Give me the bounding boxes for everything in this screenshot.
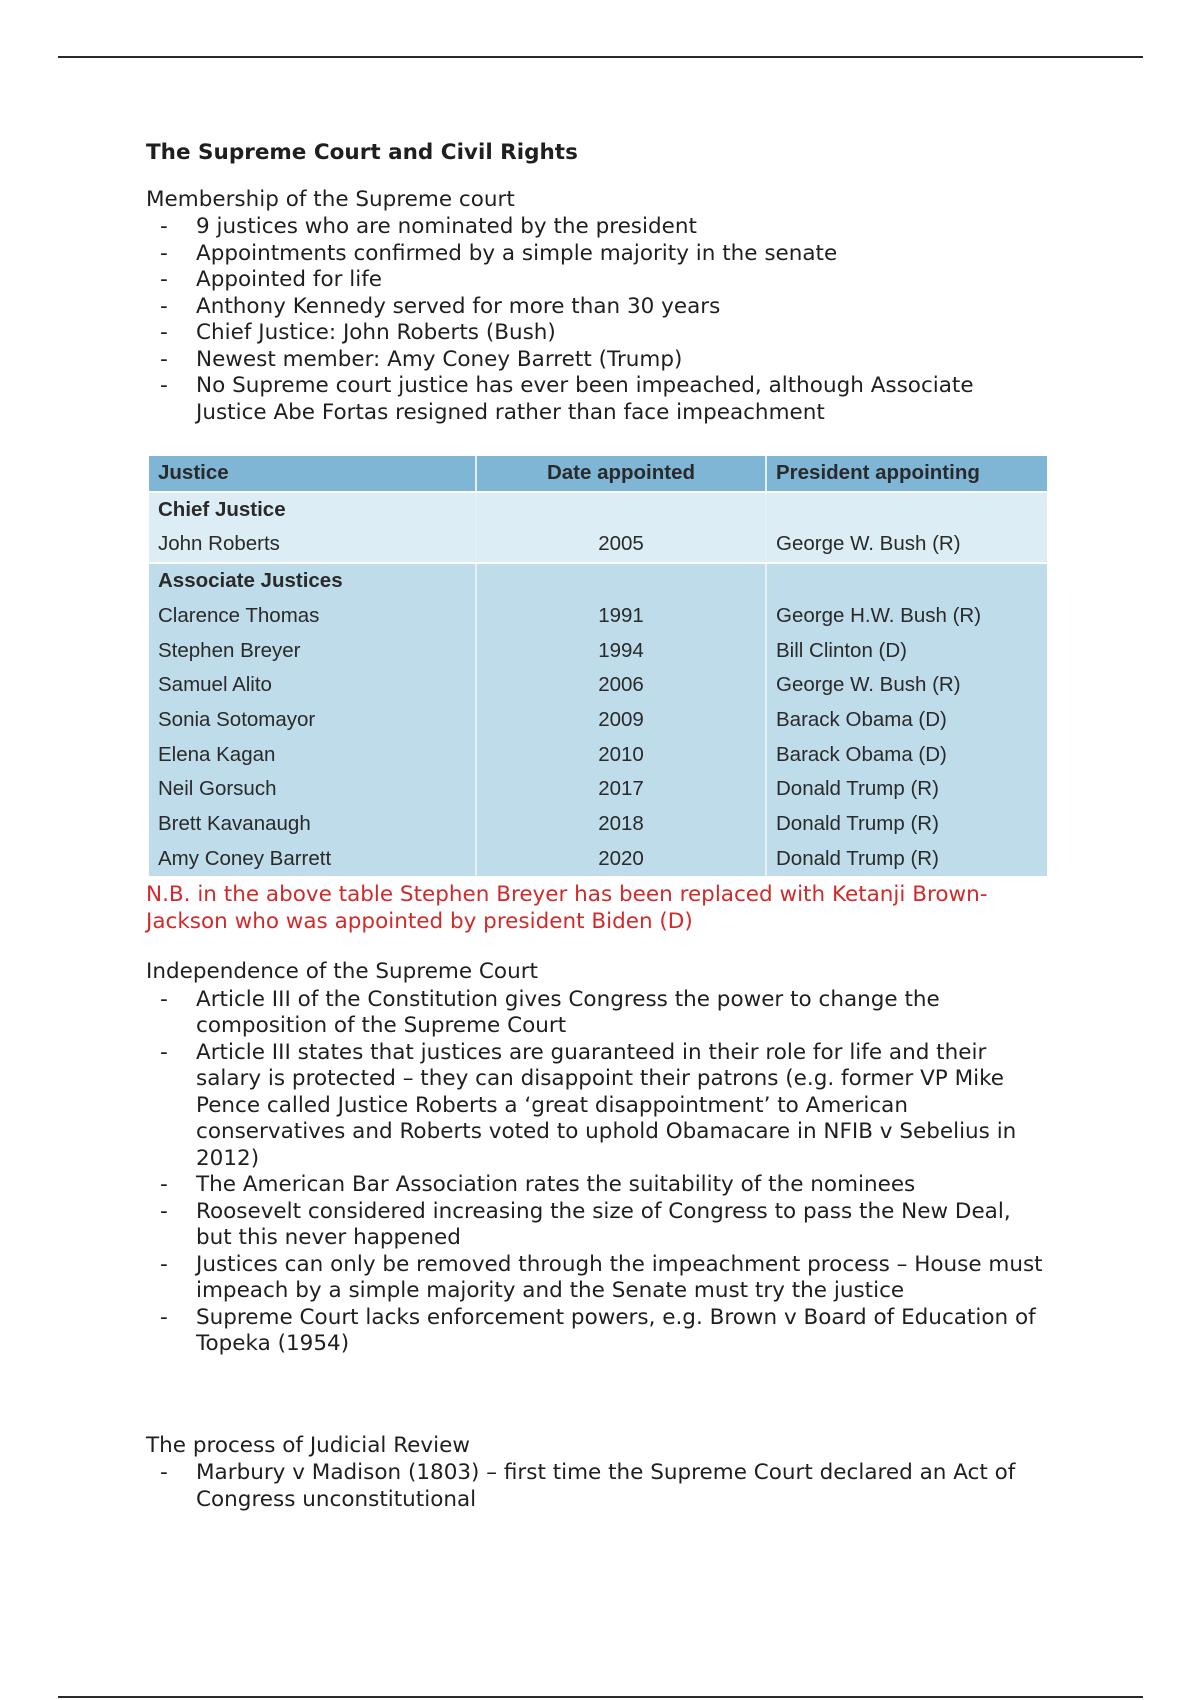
table-group-row [149,563,1047,599]
justice-name: Samuel Alito [149,668,476,703]
header-date-appointed: Date appointed [476,456,766,492]
justice-name: Amy Coney Barrett [149,842,476,877]
list-item: - Article III states that justices are guaranteed in their role for life and their salary is protected – they can disappoint their patrons (e.g. former VP Mike Pence called Justice Roberts a ‘great disappointment’ to American conservatives and Roberts voted to uphold Obamacare in NFIB v Sebelius in 2012) [146,1040,1046,1173]
bottom-rule [58,1696,1143,1698]
president-appointing: Donald Trump (R) [766,807,1047,842]
judicial-review-heading: The process of Judicial Review [146,1432,470,1458]
independence-list [146,987,1046,1358]
judicial-review-list [146,1460,1046,1513]
justice-name: John Roberts [149,527,476,563]
date-appointed: 1991 [476,599,766,634]
membership-list [146,214,1046,426]
document-body [146,140,1046,1513]
president-appointing: George W. Bush (R) [766,527,1047,563]
justice-name: Sonia Sotomayor [149,703,476,738]
president-appointing: Donald Trump (R) [766,772,1047,807]
date-appointed: 2005 [476,527,766,563]
list-item: - Marbury v Madison (1803) – first time the Supreme Court declared an Act of Congress unconstitutional [146,1460,1046,1513]
list-item: - Appointments confirmed by a simple majority in the senate [146,241,1046,268]
date-appointed: 2006 [476,668,766,703]
date-appointed: 2020 [476,842,766,877]
president-appointing: Barack Obama (D) [766,738,1047,773]
president-appointing: Bill Clinton (D) [766,633,1047,668]
list-item: - Roosevelt considered increasing the size of Congress to pass the New Deal, but this never happened [146,1199,1046,1252]
list-item: - 9 justices who are nominated by the president [146,214,1046,241]
table-row [149,842,1047,877]
table-row [149,527,1047,563]
top-rule [58,56,1143,58]
list-item: - Appointed for life [146,267,1046,294]
header-president-appointing: President appointing [766,456,1047,492]
table-row [149,807,1047,842]
page-title: The Supreme Court and Civil Rights [146,140,578,165]
president-appointing: Donald Trump (R) [766,842,1047,877]
membership-heading: Membership of the Supreme court [146,186,515,212]
date-appointed: 2017 [476,772,766,807]
table-row [149,633,1047,668]
president-appointing: George W. Bush (R) [766,668,1047,703]
table-group-row [149,492,1047,528]
list-item: - The American Bar Association rates the suitability of the nominees [146,1172,1046,1199]
table-row [149,599,1047,634]
justice-name: Brett Kavanaugh [149,807,476,842]
list-item: - Supreme Court lacks enforcement powers, e.g. Brown v Board of Education of Topeka (1954) [146,1305,1046,1358]
justice-name: Neil Gorsuch [149,772,476,807]
justice-name: Stephen Breyer [149,633,476,668]
list-item: - Chief Justice: John Roberts (Bush) [146,320,1046,347]
president-appointing: Barack Obama (D) [766,703,1047,738]
list-item: - Justices can only be removed through the impeachment process – House must impeach by a simple majority and the Senate must try the justice [146,1252,1046,1305]
justices-table [149,456,1047,876]
table-row [149,668,1047,703]
president-appointing: George H.W. Bush (R) [766,599,1047,634]
table-note: N.B. in the above table Stephen Breyer has been replaced with Ketanji Brown-Jackson who was appointed by president Biden (D) [146,882,988,934]
header-justice: Justice [149,456,476,492]
independence-heading: Independence of the Supreme Court [146,959,538,985]
date-appointed: 2009 [476,703,766,738]
date-appointed: 2018 [476,807,766,842]
group-label-associate: Associate Justices [149,563,476,599]
date-appointed: 1994 [476,633,766,668]
list-item: - Article III of the Constitution gives Congress the power to change the composition of the Supreme Court [146,987,1046,1040]
justice-name: Clarence Thomas [149,599,476,634]
table-header-row [149,456,1047,492]
date-appointed: 2010 [476,738,766,773]
table-row [149,703,1047,738]
list-item: - Newest member: Amy Coney Barrett (Trump) [146,347,1046,374]
group-label-chief: Chief Justice [149,492,476,528]
list-item: - Anthony Kennedy served for more than 30 years [146,294,1046,321]
table-row [149,738,1047,773]
justice-name: Elena Kagan [149,738,476,773]
list-item: - No Supreme court justice has ever been impeached, although Associate Justice Abe Fortas resigned rather than face impeachment [146,373,1046,426]
table-row [149,772,1047,807]
